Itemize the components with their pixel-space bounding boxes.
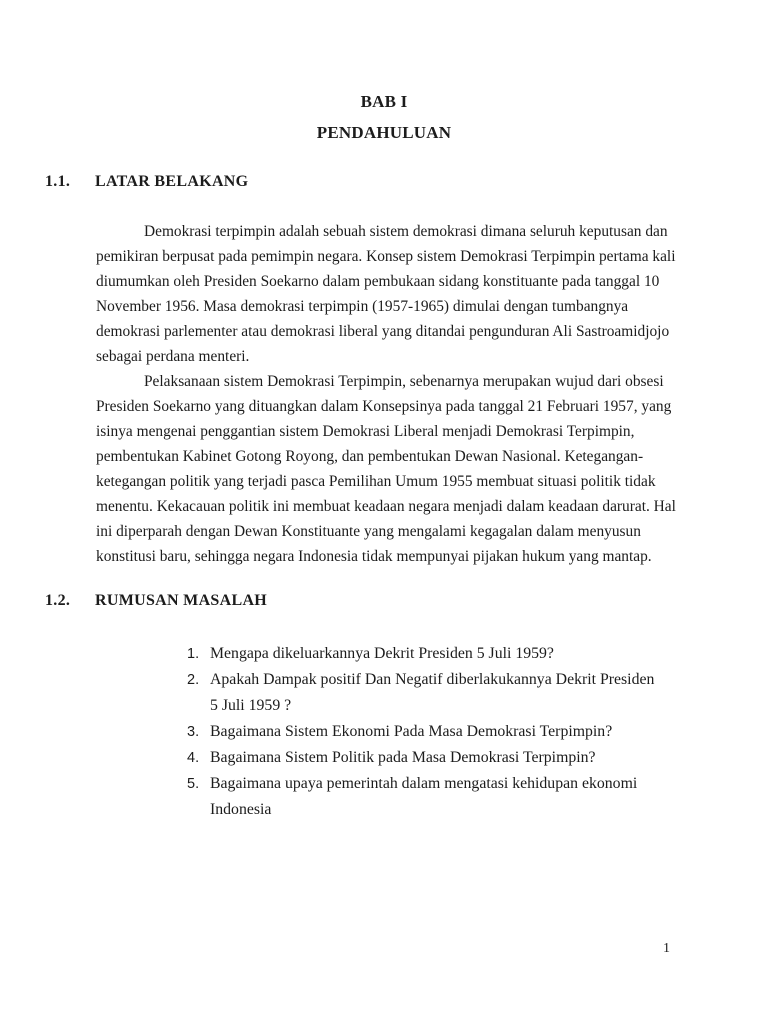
list-item-text: Apakah Dampak positif Dan Negatif diberlakukannya Dekrit Presiden 5 Juli 1959 ? [210,671,655,714]
list-item-number: 5. [187,776,200,792]
chapter-title-block [0,0,768,148]
section-heading-rumusan-masalah [45,592,768,610]
list-item-text: Mengapa dikeluarkannya Dekrit Presiden 5 Juli 1959? [210,645,554,662]
list-item-number: 4. [187,750,200,766]
list-item [187,771,659,823]
section-number: 1.1. [45,173,71,190]
list-item-number: 1. [187,646,200,662]
chapter-title: PENDAHULUAN [316,123,452,142]
section-title: RUMUSAN MASALAH [95,592,268,609]
paragraph: Demokrasi terpimpin adalah sebuah sistem demokrasi dimana seluruh keputusan dan pemikiran berpusat pada pemimpin negara. Konsep sistem Demokrasi Terpimpin pertama kali diumumkan oleh Presiden Soekarno dalam pembukaan sidang konstituante pada tanggal 10 November 1956. Masa demokrasi terpimpin (1957-1965) dimulai dengan tumbangnya demokrasi parlementer atau demokrasi liberal yang ditandai pengunduran Ali Sastroamidjojo sebagai perdana menteri. [96,223,676,365]
section-number: 1.2. [45,592,71,609]
list-item [187,719,659,745]
list-item-text: Bagaimana Sistem Politik pada Masa Demokrasi Terpimpin? [210,749,596,766]
list-item-number: 3. [187,724,200,740]
paragraph: Pelaksanaan sistem Demokrasi Terpimpin, sebenarnya merupakan wujud dari obsesi Presiden Soekarno yang dituangkan dalam Konsepsinya pada tanggal 21 Februari 1957, yang isinya mengenai penggantian sistem Demokrasi Liberal menjadi Demokrasi Terpimpin, pembentukan Kabinet Gotong Royong, dan pembentukan Dewan Nasional. Ketegangan-ketegangan politik yang terjadi pasca Pemilihan Umum 1955 membuat situasi politik tidak menentu. Kekacauan politik ini membuat keadaan negara menjadi dalam keadaan darurat. Hal ini diperparah dengan Dewan Konstituante yang mengalami kegagalan dalam menyusun konstitusi baru, sehingga negara Indonesia tidak mempunyai pijakan hukum yang mantap. [96,373,676,565]
section-title: LATAR BELAKANG [95,173,249,190]
research-questions-list [187,641,659,823]
page-number: 1 [663,941,670,956]
list-item [187,745,659,771]
list-item-text: Bagaimana upaya pemerintah dalam mengatasi kehidupan ekonomi Indonesia [210,775,638,818]
list-item [187,667,659,719]
list-item-number: 2. [187,672,200,688]
list-item [187,641,659,667]
section-heading-latar-belakang [45,173,768,191]
list-item-text: Bagaimana Sistem Ekonomi Pada Masa Demokrasi Terpimpin? [210,723,613,740]
chapter-number: BAB I [360,92,408,111]
